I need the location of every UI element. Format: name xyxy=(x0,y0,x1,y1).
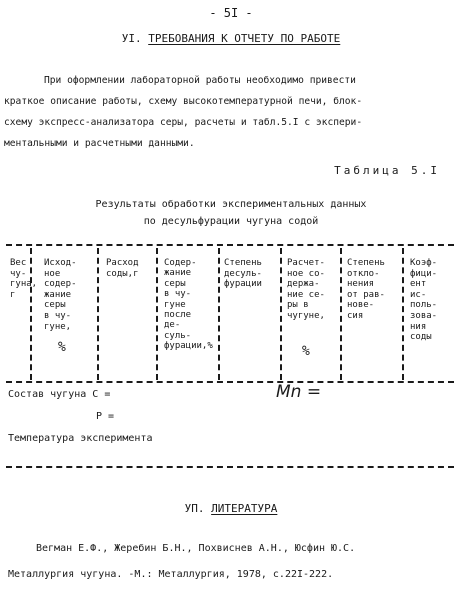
experiment-temperature-label: Температура эксперимента xyxy=(8,433,153,444)
table-bottom-rule xyxy=(6,381,454,383)
column-header-initial-sulfur: Исход- ное содер- жание серы в чу- гуне, xyxy=(44,258,77,332)
column-header-soda-utilization: Коэф- фици- ент ис- поль- зова- ния соды xyxy=(410,258,438,343)
column-header-calculated-sulfur: Расчет- ное со- держа- ние се- ры в чугуне, xyxy=(287,258,325,321)
column-divider xyxy=(280,248,282,380)
column-header-soda-consumption: Расход соды,г xyxy=(106,258,139,279)
caption-line: Результаты обработки экспериментальных данных xyxy=(95,199,367,210)
instruction-line: При оформлении лабораторной работы необходимо привести xyxy=(44,75,356,86)
instruction-line: краткое описание работы, схему высокотемпературной печи, блок- xyxy=(4,96,363,107)
section-vii-title: ЛИТЕРАТУРА xyxy=(211,502,278,515)
table-caption xyxy=(0,196,462,230)
instruction-line: схему экспресс-анализатора серы, расчеты и табл.5.I с экспери- xyxy=(4,117,363,128)
column-divider xyxy=(340,248,342,380)
section-vii-heading xyxy=(0,502,462,515)
section-divider-rule xyxy=(6,466,454,468)
iron-composition-label: Состав чугуна C = xyxy=(8,389,111,400)
table-top-rule xyxy=(6,244,454,246)
references-list xyxy=(8,536,454,588)
section-vi-title: ТРЕБОВАНИЯ К ОТЧЕТУ ПО РАБОТЕ xyxy=(148,32,341,45)
caption-line: по десульфурации чугуна содой xyxy=(143,216,319,227)
section-vii-number: УП. xyxy=(184,502,205,515)
column-divider xyxy=(156,248,158,380)
column-header-deviation-degree: Степень откло- нения от рав- нове- сия xyxy=(347,258,385,321)
page-number: - 5I - xyxy=(209,6,253,20)
instructions-paragraph xyxy=(4,70,456,154)
phosphorus-label: P = xyxy=(96,411,115,422)
reference-line: Вегман Е.Ф., Жеребин Б.Н., Похвиснев А.Н., Юсфин Ю.С. xyxy=(36,543,356,554)
instruction-line: ментальными и расчетными данными. xyxy=(4,138,195,149)
column-divider xyxy=(218,248,220,380)
mn-handwritten-label: Mn = xyxy=(276,382,322,402)
section-vi-number: УI. xyxy=(121,32,142,45)
initial-sulfur-unit: % xyxy=(58,340,66,355)
column-divider xyxy=(97,248,99,380)
column-header-final-sulfur: Содер- жание серы в чу- гуне после де- суль- фурации,% xyxy=(164,258,213,352)
calculated-sulfur-unit: % xyxy=(302,344,310,359)
table-label: Таблица 5.I xyxy=(334,164,440,177)
column-divider xyxy=(402,248,404,380)
column-header-desulfurization-degree: Степень десуль- фурации xyxy=(224,258,262,290)
section-vi-heading xyxy=(0,32,462,45)
reference-line: Металлургия чугуна. -М.: Металлургия, 1978, с.22I-222. xyxy=(8,569,334,580)
column-header-weight: Вес чу- гуна, г xyxy=(10,258,38,300)
